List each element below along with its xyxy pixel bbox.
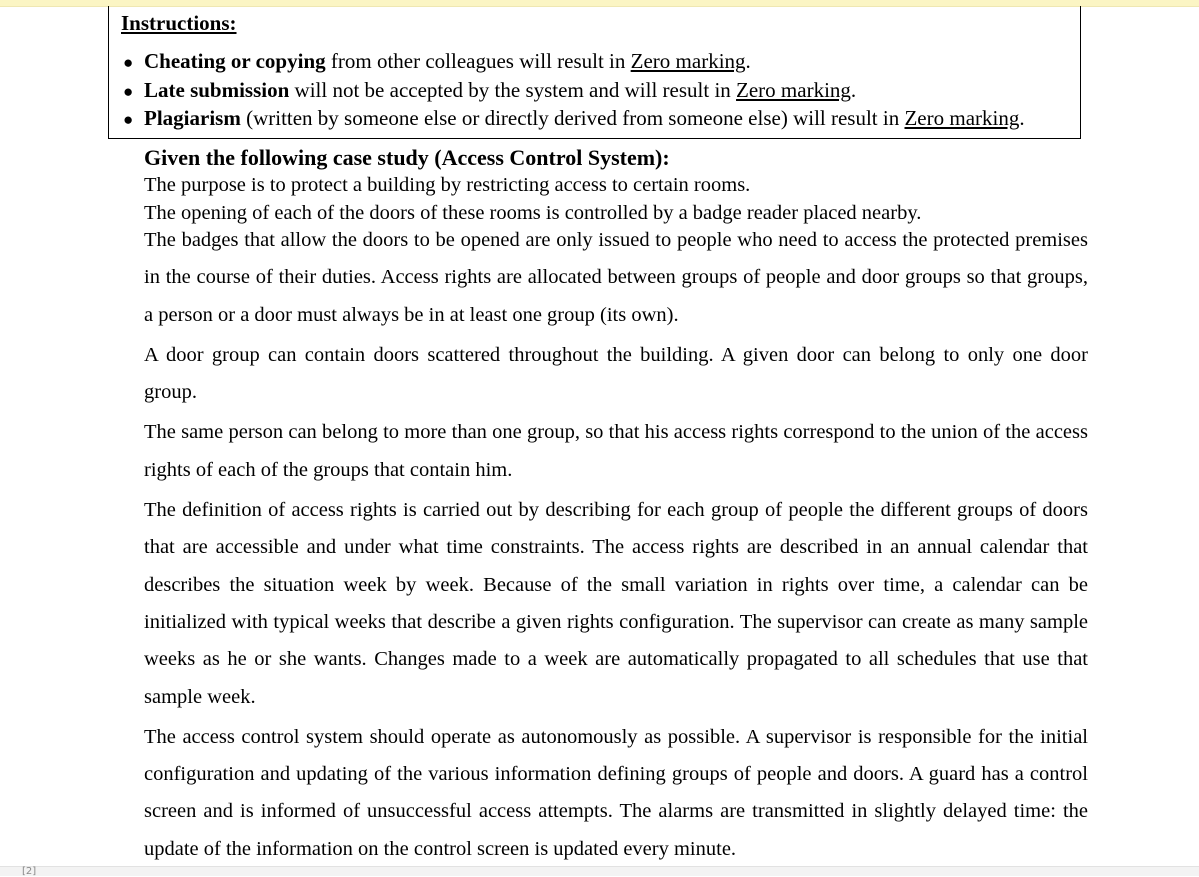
case-study-heading: Given the following case study (Access Control System): [144, 145, 670, 170]
rule-bold-text: Plagiarism [144, 106, 241, 130]
rule-penalty: Zero marking [736, 77, 851, 102]
paragraph-badges: The badges that allow the doors to be opened are only issued to people who need to access the protected premises in the course of their duties. Access rights are allocated between groups of people and door groups so that groups, a person or a door must always be in at least one group (its own). [144, 229, 1088, 326]
bullet-icon: ● [123, 81, 134, 101]
instructions-title: Instructions: [121, 11, 237, 35]
paragraph-access-rights: The definition of access rights is carried out by describing for each group of people the different groups of doors that are accessible and under what time constraints. The access rights are described in an annual calendar that describes the situation week by week. Because of the small variation in rights over time, a calendar can be initialized with typical weeks that describe a given rights configuration. The supervisor can create as many sample weeks as he or she wants. Changes made to a week are automatically propagated to all schedules that use that sample week. [144, 499, 1088, 708]
rule-penalty: Zero marking [630, 49, 746, 73]
bullet-icon: ● [123, 53, 134, 72]
case-study [144, 144, 1088, 871]
paragraph-system-operation: The access control system should operate as autonomously as possible. A supervisor is responsible for the initial configuration and updating of the various information defining groups of people and doors. A guard has a control screen and is informed of unsuccessful access attempts. The alarms are transmitted in slightly delayed time: the update of the information on the control screen is updated every minute. [144, 725, 1088, 860]
bullet-icon: ● [123, 110, 134, 129]
paragraph-person-groups: The same person can belong to more than one group, so that his access rights correspond to the union of the access rights of each of the groups that contain him. [144, 421, 1088, 481]
rule-end: . [1019, 106, 1025, 130]
rule-text: (written by someone else or directly derived from someone else) will result in [240, 106, 905, 130]
cell-label: [2] [22, 866, 37, 877]
rule-late-submission [123, 77, 1025, 106]
rule-bold-text: Cheating or copying [144, 49, 326, 73]
rule-cheating [123, 48, 1025, 77]
rules-list [123, 48, 1025, 134]
intro-line: The opening of each of the doors of these rooms is controlled by a badge reader placed nearby. [144, 201, 922, 224]
rule-bold-text: Late submission [144, 77, 290, 102]
intro-line: The purpose is to protect a building by restricting access to certain rooms. [144, 174, 751, 196]
rule-end: . [745, 49, 751, 73]
rule-plagiarism [123, 105, 1025, 134]
rule-text: from other colleagues will result in [325, 49, 631, 73]
rule-penalty: Zero marking [904, 106, 1020, 130]
rule-end: . [850, 77, 857, 102]
rule-text: will not be accepted by the system and will result in [289, 77, 737, 102]
instructions-box [108, 6, 1081, 139]
paragraph-door-groups: A door group can contain doors scattered throughout the building. A given door can belong to only one door group. [144, 343, 1088, 404]
